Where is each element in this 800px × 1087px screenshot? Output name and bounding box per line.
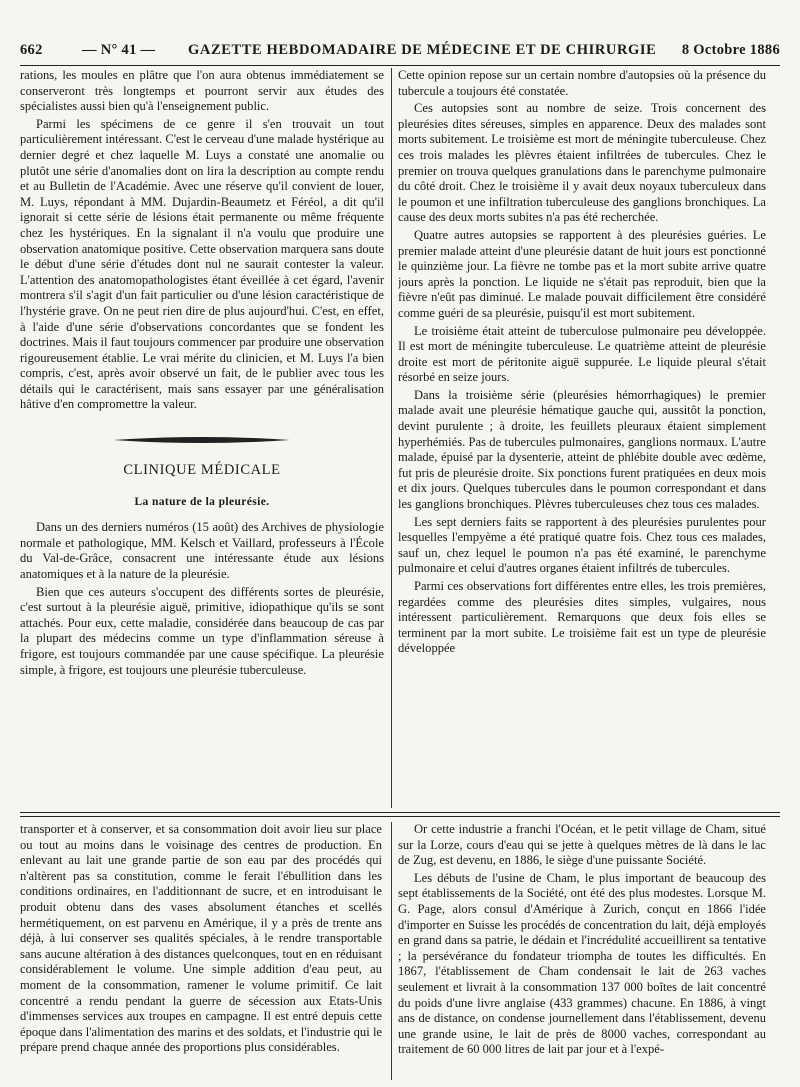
right-column-bottom xyxy=(398,822,766,1082)
paragraph: Le troisième était atteint de tuberculose pulmonaire peu développée. Il est mort de méningite tuberculeuse. Le quatrième atteint de pleurésie droite est mort de péritonite aiguë suppurée. Le liquide pleural s'était résorbé en seize jours. xyxy=(398,323,766,385)
issue-number: — N° 41 — xyxy=(82,42,156,58)
right-column-top xyxy=(398,68,766,808)
column-rule xyxy=(391,68,392,808)
header-rule xyxy=(20,65,780,66)
section-title: CLINIQUE MÉDICALE xyxy=(123,462,281,479)
paragraph: Bien que ces auteurs s'occupent des différents sortes de pleurésie, c'est surtout à la pleurésie aiguë, primitive, idiopathique qu'ils se sont attachés. Pour eux, cette maladie, considérée dans beaucoup de cas par la plupart des médecins comme un type d'inflammation séreuse à frigore, est toujours commandée par une cause spécifique. La pleurésie simple, à frigore, est toujours une pleurésie tuberculeuse. xyxy=(20,584,384,677)
issue-date: 8 Octobre 1886 xyxy=(681,42,780,58)
running-header xyxy=(20,36,780,64)
left-column-top xyxy=(20,68,384,790)
paragraph: Quatre autres autopsies se rapportent à des pleurésies guéries. Le premier malade atteint d'une pleurésie datant de huit jours est ponctionné le quinzième jour. La fièvre ne tombe pas et la mort subite arrive quatre jours après la ponction. Le liquide ne s'était pas reproduit, bien que la fièvre n'eût pas diminué. Le malade pouvait difficilement être considéré comme guéri de sa pleurésie, puisqu'il est mort subitement. xyxy=(398,227,766,320)
ornament-divider xyxy=(112,435,292,445)
article-subtitle: La nature de la pleurésie. xyxy=(134,495,270,508)
paragraph: Parmi ces observations fort différentes entre elles, les trois premières, regardées comme des pleurésies dites simples, vulgaires, nous intéressent particulièrement. Remarquons que deux fois elles se terminent par la mort subite. Le troisième fait est un type de pleurésie développée xyxy=(398,579,766,656)
paragraph: transporter et à conserver, et sa consommation doit avoir lieu sur place ou tout au moins dans le voisinage des centres de production. En enlevant au lait une grande partie de son eau par des procédés qui n'altèrent pas sa constitution, comme le ferait l'ébullition dans les conditions ordinaires, en l'additionnant de sucre, et en introduisant le produit obtenu dans des vases absolument étanches et scellés hermétiquement, on est parvenu en Amérique, il y a près de trente ans déjà, à lui conserver ses qualités spéciales, à le rendre transportable sans aucune altération à des distances quelconques, tout en en réduisant considérablement le volume. Une simple addition d'eau peut, au moment de la consommation, ramener le volume primitif. Ce lait concentré a rendu pendant la guerre de sécession aux Etats-Unis d'immenses services aux troupes en campagne. Il est entré depuis cette époque dans l'alimentation des marins et des soldats, et l'industrie qui le prépare prend chaque année des proportions plus considérables. xyxy=(20,822,382,1055)
column-rule xyxy=(391,822,392,1080)
section-divider xyxy=(20,812,780,813)
section-divider xyxy=(20,816,780,817)
paragraph: Ces autopsies sont au nombre de seize. Trois concernent des pleurésies dites séreuses, simples en apparence. Deux des malades sont morts subitement. Le troisième est mort de méningite tuberculeuse. Chez ces trois malades les plèvres étaient infiltrées de tubercules. Chez le premier on trouva quelques granulations dans le parenchyme pulmonaire du côté droit. Chez le troisième il y avait deux noyaux tuberculeux dans le poumon et une infiltration tuberculeuse des ganglions bronchiques. La cause des deux morts subites n'a pas été recherchée. xyxy=(398,101,766,225)
paragraph: Les sept derniers faits se rapportent à des pleurésies purulentes pour lesquelles l'empyème a été pratiqué quatre fois. Chez tous ces malades, sauf un, chez lequel le poumon n'a pas été examiné, le parenchyme pulmonaire et celui d'autres organes étaient infiltrés de tubercules. xyxy=(398,514,766,576)
paragraph: Dans la troisième série (pleurésies hémorrhagiques) le premier malade avait une pleurésie hématique gauche qui, aussitôt la ponction, devint purulente ; à droite, les feuillets pleuraux étaient simplement hyperhémiés. Pas de tubercules pulmonaires, ganglions normaux. L'autre malade, épuisé par la dysenterie, atteint de phlébite double avec œdème, fut pris de pleurésie droite. Six ponctions furent pratiquées en deux mois et dix jours. Quelques tubercules dans le poumon correspondant et dans les ganglions bronchiques. Plèvres tuberculeuses chez tous ces malades. xyxy=(398,387,766,512)
journal-title: GAZETTE HEBDOMADAIRE DE MÉDECINE ET DE CHIRURGIE xyxy=(188,42,657,58)
paragraph: Dans un des derniers numéros (15 août) des Archives de physiologie normale et pathologique, MM. Kelsch et Vaillard, professeurs à l'École du Val-de-Grâce, consacrent une intéressante étude aux lésions anatomiques et à la nature de la pleurésie. xyxy=(20,520,384,582)
paragraph: Cette opinion repose sur un certain nombre d'autopsies où la présence du tubercule a toujours été constatée. xyxy=(398,68,766,98)
paragraph: Or cette industrie a franchi l'Océan, et le petit village de Cham, situé sur la Lorze, cours d'eau qui se jette à quelques mètres de là dans le lac de Zug, est devenu, en 1886, le siège d'une puissante Société. xyxy=(398,822,766,868)
left-column-bottom xyxy=(20,822,382,1082)
paragraph: rations, les moules en plâtre que l'on aura obtenus immédiatement se conserveront très longtemps et pourront servir aux études des spécialistes aussi bien qu'à l'enseignement public. xyxy=(20,68,384,114)
paragraph: Parmi les spécimens de ce genre il s'en trouvait un tout particulièrement intéressant. C'est le cerveau d'une malade hystérique au dernier degré et chez laquelle M. Luys a constaté une anomalie ou plutôt une série d'anomalies dont on lira la description au compte rendu et au Bulletin de l'Académie. Avec une réserve qu'il convient de louer, M. Luys, répondant à MM. Dujardin-Beaumetz et Féréol, a dit qu'il ignorait si cette série de lésions était permanente ou même fréquente chez les hystériques. En la signalant il n'a voulu que produire une observation anatomique positive. Cette observation marquera sans doute le début d'une série d'études dont nul ne saurait contester la valeur. L'attention des anatomopathologistes étant éveillée à cet égard, l'avenir montrera s'il s'agit d'un fait particulier ou d'une lésion caractéristique de l'hystérie grave. On ne peut rien dire de plus aujourd'hui. C'est, en effet, à l'aide d'une série d'observations concordantes que se fondent les doctrines. Mais il faut toujours commencer par produire une observation rigoureusement établie. Le vrai mérite du clinicien, et M. Luys l'a bien compris, c'est, après avoir observé un fait, de le publier avec tous les détails qui le caractérisent, mais sans essayer par une généralisation hâtive d'en compromettre la valeur. xyxy=(20,116,384,412)
paragraph: Les débuts de l'usine de Cham, le plus important de beaucoup des sept établissements de la Société, ont été des plus modestes. Lorsque M. G. Page, alors consul d'Amérique à Zurich, conçut en 1866 l'idée d'importer en Suisse les procédés de concentration du lait, déjà employés en grand dans sa patrie, le dédain et l'incrédulité accueillirent sa tentative ; la persévérance du fondateur triompha de toutes les difficultés. En 1867, l'établissement de Cham condensait le lait de 263 vaches seulement et livrait à la consommation 137 000 boîtes de lait concentré du poids d'une livre anglaise (433 grammes) chacune. En 1886, à vingt ans de distance, on condense journellement dans l'établissement, devenu une grande usine, le lait de près de 8000 vaches, correspondant au traitement de 60 000 litres de lait par jour et à l'expé- xyxy=(398,870,766,1057)
page-number: 662 xyxy=(20,42,43,58)
